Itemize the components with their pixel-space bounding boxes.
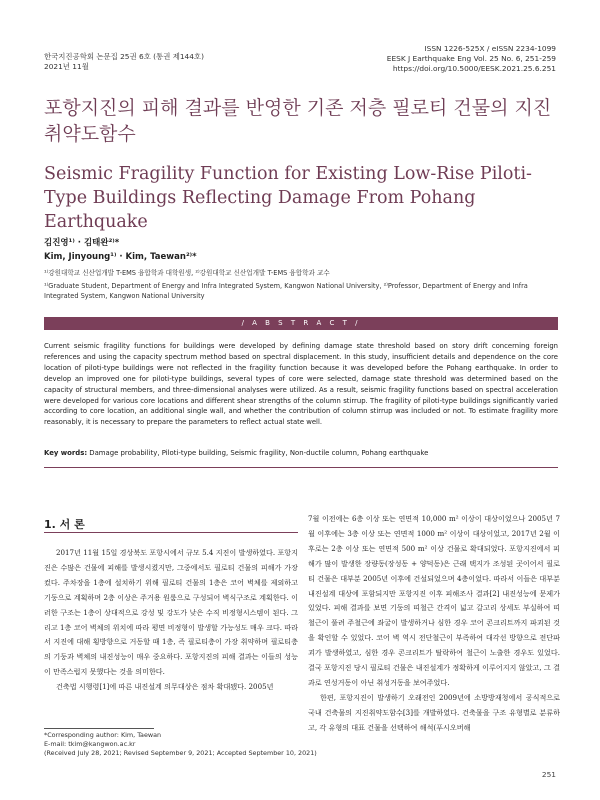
journal-header-left xyxy=(44,52,204,72)
body-column-right xyxy=(308,512,560,736)
affiliation-korean: ¹⁾강원대학교 신산업개발 T-EMS 융합학과 대학원생, ²⁾강원대학교 신산업개발 T-EMS 융합학과 교수 xyxy=(44,269,330,277)
body-paragraph: 2017년 11월 15일 경상북도 포항시에서 규모 5.4 지진이 발생하였다. 포항지진은 수많은 건물에 피해를 발생시켰지만, 그중에서도 필로티 건물의 피해가 가장 컸다. 주차장을 1층에 설치하기 위해 필로티 건물의 1층은 코어 벽체를 제외하고 기둥으로 계획하며 2층 이상은 주거용 원룸으로 구성되어 벽식구조로 계획한다. 이러한 구조는 1층이 상대적으로 강성 및 강도가 낮은 수직 비정형시스템이 된다. 그리고 1층 코어 벽체의 위치에 따라 평면 비정형이 발생할 가능성도 매우 크다. 따라서 지진에 대해 횡방향으로 거동할 때 1층, 즉 필로티층이 가장 취약하며 필로티층의 기둥과 벽체의 내진성능이 매우 중요하다. 포항지진의 피해 결과는 이들의 성능이 만족스럽지 못했다는 것을 의미한다. xyxy=(44,548,298,677)
title-korean: 포항지진의 피해 결과를 반영한 기존 저층 필로티 건물의 지진취약도함수 xyxy=(44,97,552,145)
abstract-text: Current seismic fragility functions for buildings were developed by defining damage state threshold based on story drift concerning foreign references and using the capacity spectrum method based on spectral displacement. In this study, insufficient details and dependence on the core location of piloti-type buildings were not reflected in the fragility function because it was developed before the Pohang earthquake. In order to develop an improved one for piloti-type buildings, several types of core were selected, damage state threshold was determined based on the capacity of structural members, and three-dimensional analyses were utilized. As a result, seismic fragility functions based on spectral acceleration were developed for various core locations and different shear strengths of the column stirrup. The fragility of piloti-type buildings significantly varied according to core location, an additional single wall, and whether the contribution of column stirrup was included or not. To estimate fragility more reasonably, it is necessary to prepare the parameters to reflect actual state well. xyxy=(44,342,558,427)
authors-english: Kim, Jinyoung¹⁾ · Kim, Taewan²⁾* xyxy=(44,252,197,262)
corresponding-author: *Corresponding author: Kim, Taewan xyxy=(44,731,162,739)
journal-name-en: EESK J Earthquake Eng Vol. 25 No. 6, 251-259 xyxy=(386,54,556,63)
issue-date-ko: 2021년 11월 xyxy=(44,62,89,71)
body-column-left xyxy=(44,546,298,695)
section-divider xyxy=(44,532,298,533)
keywords-divider xyxy=(44,467,558,468)
page-number: 251 xyxy=(541,770,556,779)
title-english: Seismic Fragility Function for Existing Low-Rise Piloti-Type Buildings Reflecting Damage From Pohang Earthquake xyxy=(44,164,532,232)
author-email[interactable]: E-mail: tkim@kangwon.ac.kr xyxy=(44,740,136,748)
journal-name-ko: 한국지진공학회 논문집 25권 6호 (통권 제144호) xyxy=(44,52,204,61)
affiliation-english: ¹⁾Graduate Student, Department of Energy and Infra Integrated System, Kangwon National University, ²⁾Professor, Department of Energy and Infra Integrated System, Kangwon National University xyxy=(44,282,528,300)
journal-header-right xyxy=(387,44,556,74)
body-paragraph: 한편, 포항지진이 발생하기 오래전인 2009년에 소방방재청에서 공식적으로 국내 건축물의 지진취약도함수[3]를 개발하였다. 건축물을 구조 유형별로 분류하고, 각 유형의 대표 건물을 선택하여 해석(푸시오버해 xyxy=(308,692,560,732)
keywords-list: Damage probability, Piloti-type building, Seismic fragility, Non-ductile column, Pohang earthquake xyxy=(89,449,429,457)
authors-korean: 김진영¹⁾ · 김태완²⁾* xyxy=(44,238,120,248)
received-dates: (Received July 28, 2021; Revised September 9, 2021; Accepted September 10, 2021) xyxy=(44,749,317,757)
body-paragraph: 7월 이전에는 6층 이상 또는 연면적 10,000 m² 이상이 대상이었으나 2005년 7월 이후에는 3층 이상 또는 연면적 1000 m² 이상이 대상이었고, 2017년 2월 이후로는 2층 이상 또는 연면적 500 m² 이상 건물로 확대되었다. 포항지진에서 피해가 많이 발생한 장량동(장성동 + 양덕동)은 근래 택지가 조성된 곳이어서 필로티 건물은 대부분 2005년 이후에 건설되었으며 4층이었다. 따라서 이들은 대부분 내진설계 대상에 포함되지만 포항지진 이후 피해조사 결과[2] 내진성능에 문제가 있었다. 피해 결과를 보면 기둥의 띠철근 간격이 넓고 갈고리 상세도 부실하여 띠철근이 풀려 주철근에 좌굴이 발생하거나 심한 경우 코어 콘크리트까지 파괴된 것을 확인할 수 있었다. 코어 벽 역시 전단철근이 부족하여 대각선 방향으로 전단파괴가 발생하였고, 심한 경우 콘크리트가 탈락하여 철근이 노출한 경우도 있었다. 결국 포항지진 당시 필로티 건물은 내진설계가 정확하게 이루어지지 않았고, 그 결과로 연성거동이 아닌 취성거동을 보여주었다. xyxy=(308,514,560,687)
abstract-label-bar: / A B S T R A C T / xyxy=(44,317,558,330)
footnote xyxy=(44,731,317,758)
section-heading-introduction: 1. 서 론 xyxy=(44,518,85,531)
keywords xyxy=(44,449,558,457)
doi-link[interactable]: https://doi.org/10.5000/EESK.2021.25.6.251 xyxy=(392,64,556,73)
body-paragraph: 건축법 시행령[1]에 따른 내진설계 의무대상은 점차 확대됐다. 2005년 xyxy=(56,682,274,692)
issn: ISSN 1226-525X / eISSN 2234-1099 xyxy=(424,44,556,53)
footnote-divider xyxy=(44,728,154,729)
keywords-label: Key words: xyxy=(44,449,88,457)
